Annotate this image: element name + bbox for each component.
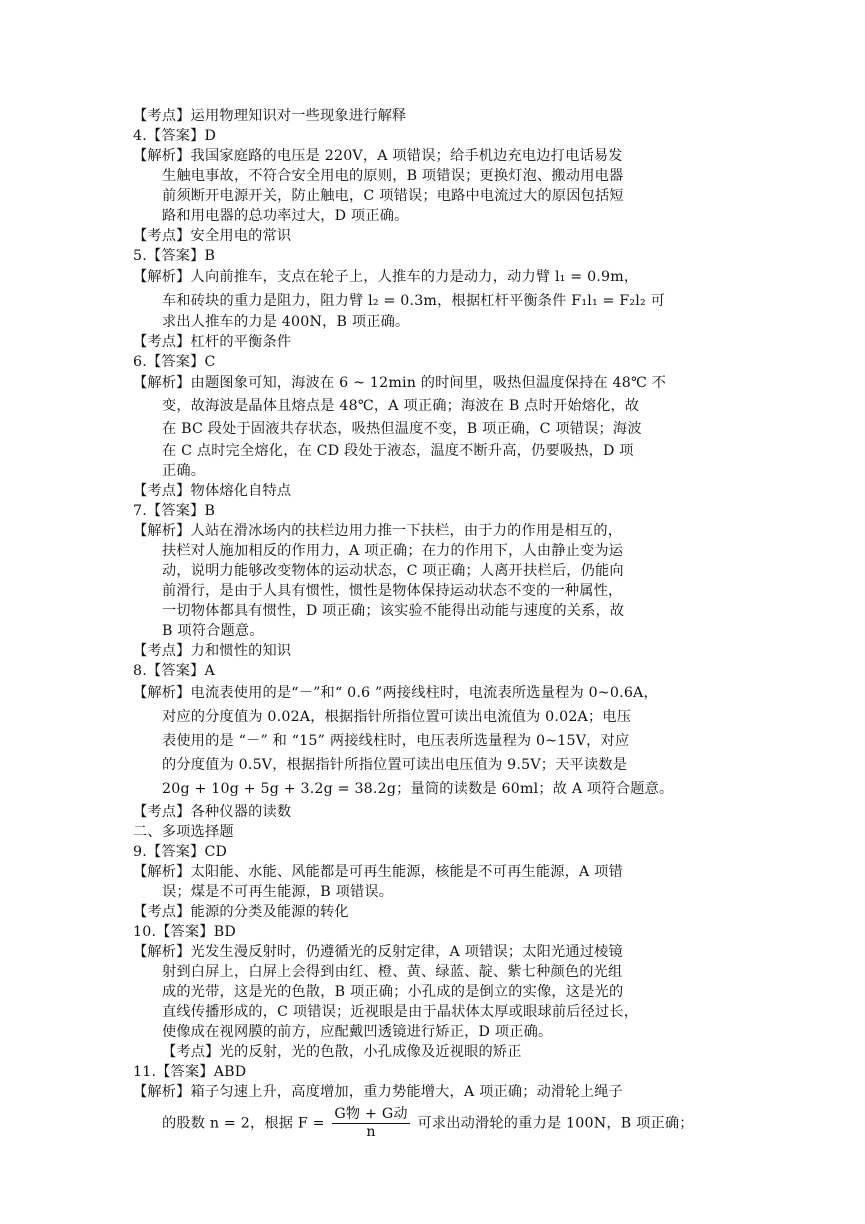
text-line: 表使用的是 “－” 和 “15” 两接线柱时，电压表所选量程为 0~15V，对应 <box>162 733 630 749</box>
formula-text-before: 的股数 n = 2，根据 F = <box>162 1115 325 1132</box>
text-line: 【考点】物体熔化自特点 <box>133 483 292 499</box>
text-line: 【考点】运用物理知识对一些现象进行解释 <box>133 108 407 124</box>
text-line: 【解析】人站在滑冰场内的扶栏边用力推一下扶栏，由于力的作用是相互的， <box>133 523 623 539</box>
text-line: 路和用电器的总功率过大，D 项正确。 <box>162 208 409 224</box>
text-line: 变，故海波是晶体且熔点是 48℃，A 项正确；海波在 B 点时开始熔化，故 <box>162 398 640 414</box>
text-line: 求出人推车的力是 400N，B 项正确。 <box>162 314 410 330</box>
text-line: 【解析】由题图象可知，海波在 6 ~ 12min 的时间里，吸热但温度保持在 48℃ 不 <box>133 375 667 391</box>
text-line: 【解析】电流表使用的是“－”和“ 0.6 ”两接线柱时，电流表所选量程为 0~0.6A， <box>133 685 658 701</box>
text-line: 【解析】太阳能、水能、风能都是可再生能源，核能是不可再生能源，A 项错 <box>133 864 623 880</box>
text-line: 4.【答案】D <box>133 128 217 144</box>
text-line: 直线传播形成的，C 项错误；近视眼是由于晶状体太厚或眼球前后径过长， <box>162 1004 639 1020</box>
text-line: 使像成在视网膜的前方，应配戴凹透镜进行矫正，D 项正确。 <box>162 1024 553 1040</box>
text-line: 【解析】我国家庭路的电压是 220V，A 项错误；给手机边充电边打电话易发 <box>133 148 623 164</box>
text-line: 9.【答案】CD <box>133 844 228 860</box>
fraction-denominator: n <box>366 1124 376 1140</box>
text-line: 对应的分度值为 0.02A，根据指针所指位置可读出电流值为 0.02A；电压 <box>162 709 632 725</box>
fraction <box>332 1106 409 1141</box>
text-line: 20g + 10g + 5g + 3.2g = 38.2g；量筒的读数是 60ml；故 A 项符合题意。 <box>162 781 674 797</box>
text-line: 前滑行，是由于人具有惯性，惯性是物体保持运动状态不变的一种属性， <box>162 583 623 599</box>
text-line: 在 C 点时完全熔化，在 CD 段处于液态，温度不断升高，仍要吸热，D 项 <box>162 443 634 459</box>
text-line: 【考点】各种仪器的读数 <box>133 804 292 820</box>
text-line: 7.【答案】B <box>133 503 216 519</box>
text-line: 射到白屏上，白屏上会得到由红、橙、黄、绿蓝、靛、紫七种颜色的光组 <box>162 964 623 980</box>
text-line: 正确。 <box>162 463 206 479</box>
text-line: 成的光带，这是光的色散，B 项正确；小孔成的是倒立的实像，这是光的 <box>162 984 624 1000</box>
text-line: 【解析】光发生漫反射时，仍遵循光的反射定律，A 项错误；太阳光通过棱镜 <box>133 944 623 960</box>
text-line: 【考点】杠杆的平衡条件 <box>133 334 292 350</box>
formula-line <box>162 1106 694 1141</box>
text-line: 8.【答案】A <box>133 663 215 679</box>
text-line: 【解析】箱子匀速上升，高度增加，重力势能增大，A 项正确；动滑轮上绳子 <box>133 1084 623 1100</box>
text-line: 10.【答案】BD <box>133 924 236 940</box>
text-line: 车和砖块的重力是阻力，阻力臂 l₂ = 0.3m，根据杠杆平衡条件 F₁l₁ = F₂l₂ 可 <box>162 293 665 309</box>
text-line: 【考点】光的反射，光的色散，小孔成像及近视眼的矫正 <box>162 1044 522 1060</box>
text-line: 的分度值为 0.5V，根据指针所指位置可读出电压值为 9.5V；天平读数是 <box>162 757 628 773</box>
text-line: 误；煤是不可再生能源，B 项错误。 <box>162 884 394 900</box>
text-line: 【考点】能源的分类及能源的转化 <box>133 904 349 920</box>
formula-text-after: 可求出动滑轮的重力是 100N，B 项正确； <box>417 1115 694 1132</box>
text-line: 一切物体都具有惯性，D 项正确；该实验不能得出动能与速度的关系，故 <box>162 603 625 619</box>
text-line: 11.【答案】ABD <box>133 1064 247 1080</box>
text-line: 扶栏对人施加相反的作用力，A 项正确；在力的作用下，人由静止变为运 <box>162 543 624 559</box>
text-line: 【考点】力和惯性的知识 <box>133 643 292 659</box>
text-line: 6.【答案】C <box>133 354 216 370</box>
section-heading: 二、多项选择题 <box>133 824 234 840</box>
text-line: 前须断开电源开关，防止触电，C 项错误；电路中电流过大的原因包括短 <box>162 188 624 204</box>
fraction-numerator: G物 + G动 <box>334 1106 408 1122</box>
text-line: 5.【答案】B <box>133 248 216 264</box>
text-line: 【解析】人向前推车，支点在轮子上，人推车的力是动力，动力臂 l₁ = 0.9m， <box>133 269 639 285</box>
text-line: 生触电事故，不符合安全用电的原则，B 项错误；更换灯泡、搬动用电器 <box>162 168 624 184</box>
text-line: 在 BC 段处于固液共存状态，吸热但温度不变，B 项正确，C 项错误；海波 <box>162 421 642 437</box>
text-line: 动，说明力能够改变物体的运动状态，C 项正确；人离开扶栏后，仍能向 <box>162 563 624 579</box>
text-line: 【考点】安全用电的常识 <box>133 228 292 244</box>
text-line: B 项符合题意。 <box>162 623 264 639</box>
